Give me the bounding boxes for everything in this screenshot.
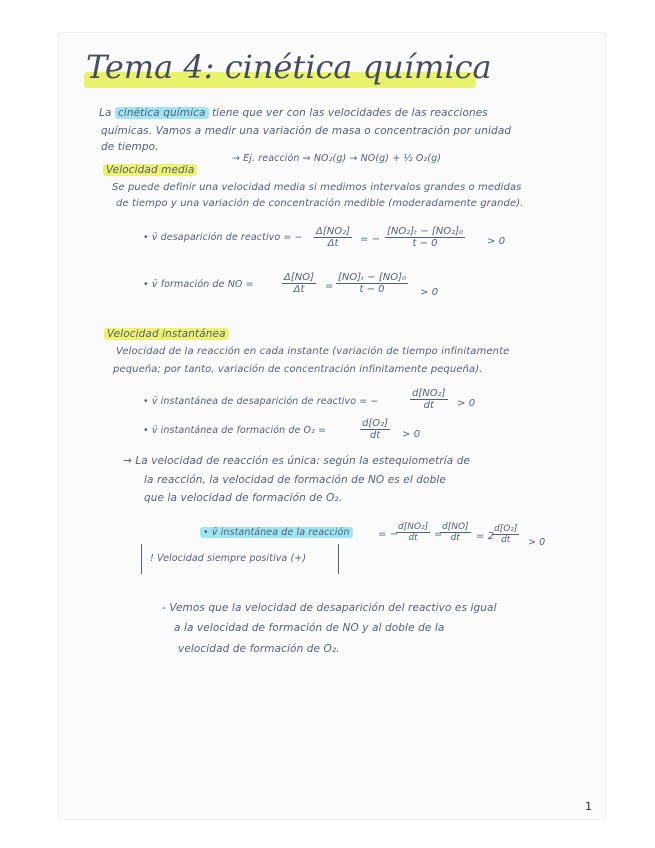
eq4-label: • v̄ instantánea de formación de O₂ = [143, 425, 327, 436]
media-text-2: de tiempo y una variación de concentración medible (moderadamente grande). [116, 198, 524, 209]
eq5-tail: > 0 [528, 537, 546, 548]
eq2-fraction [282, 272, 316, 295]
eq4-tail: > 0 [402, 429, 421, 440]
eq2-numerator: Δ[NO] [284, 272, 314, 283]
eq1-fraction [314, 226, 352, 249]
eq2-tail: > 0 [420, 287, 439, 298]
intro-text: La [99, 107, 112, 119]
eq1-denominator: Δt [327, 238, 339, 249]
eq5-numerator-3: d[O₂] [494, 524, 518, 534]
eq5-label [200, 527, 353, 538]
eq5-equals: = − [378, 529, 399, 540]
eq5-equals-2: = [434, 529, 443, 540]
eq5-fraction-1 [396, 522, 430, 543]
eq5-numerator-1: d[NO₂] [398, 522, 429, 532]
eq2-denominator-2: t − 0 [359, 284, 385, 295]
intro-line-2: químicas. Vamos a medir una variación de masa o concentración por unidad [101, 125, 512, 137]
eq3-tail: > 0 [457, 398, 476, 409]
intro-text-2: tiene que ver con las velocidades de las reacciones [211, 107, 488, 119]
heading-text: Velocidad instantánea [104, 328, 229, 340]
eq3-denominator: dt [423, 400, 434, 411]
example-reaction: → Ej. reacción ⇒ NO₂(g) → NO(g) + ½ O₂(g) [232, 153, 442, 164]
intro-line-3: de tiempo. [101, 141, 159, 153]
eq1-numerator: Δ[NO₂] [316, 226, 351, 237]
eq1-tail: > 0 [487, 236, 506, 247]
intro-highlight: cinética química [115, 107, 209, 119]
heading-velocidad-instantanea [104, 328, 229, 340]
eq1-fraction-2 [385, 226, 465, 249]
eq4-denominator: dt [369, 430, 381, 441]
eq3-numerator: d[NO₂] [412, 388, 446, 399]
conclusion-line-1: - Vemos que la velocidad de desaparición del reactivo es igual [162, 602, 497, 614]
eq2-fraction-2 [336, 272, 408, 295]
page-title: Tema 4: cinética química [86, 48, 492, 86]
unique-line-3: que la velocidad de formación de O₂. [144, 492, 343, 504]
inst-text-2: pequeña; por tanto, variación de concentración infinitamente pequeña). [113, 364, 483, 375]
eq2-equals: = [325, 281, 334, 292]
inst-text-1: Velocidad de la reacción en cada instante (variación de tiempo infinitamente [116, 346, 510, 357]
eq3-label: • v̄ instantánea de desaparición de reactivo = − [143, 396, 379, 407]
unique-line-2: la reacción, la velocidad de formación de NO es el doble [144, 474, 446, 486]
eq5-fraction-3 [492, 524, 519, 545]
heading-velocidad-media [103, 164, 197, 176]
eq5-denominator-2: dt [450, 533, 460, 543]
eq1-denominator-2: t − 0 [412, 238, 438, 249]
conclusion-line-2: a la velocidad de formación de NO y al doble de la [174, 622, 445, 634]
eq1-equals: = − [360, 234, 381, 245]
eq2-numerator-2: [NO]ₜ − [NO]₀ [338, 272, 407, 283]
eq5-fraction-2 [440, 522, 471, 543]
eq5-label-highlight: • v̄ instantánea de la reacción [200, 527, 353, 538]
eq1-label: • v̄ desaparición de reactivo = − [143, 232, 303, 243]
eq1-numerator-2: [NO₂]ₜ − [NO₂]₀ [387, 226, 464, 237]
eq5-equals-3: = 2 [476, 531, 495, 542]
media-text-1: Se puede definir una velocidad media si medimos intervalos grandes o medidas [112, 182, 522, 193]
intro-line-1 [99, 107, 488, 119]
conclusion-line-3: velocidad de formación de O₂. [178, 643, 340, 655]
eq5-denominator-1: dt [408, 533, 418, 543]
eq2-label: • v̄ formación de NO = [143, 279, 254, 290]
page-title-wrap [86, 48, 492, 86]
heading-text: Velocidad media [103, 164, 197, 176]
eq2-denominator: Δt [293, 284, 305, 295]
page-number: 1 [585, 800, 592, 813]
eq5-denominator-3: dt [501, 535, 511, 545]
unique-line-1: → La velocidad de reacción es única: según la estequiometría de [123, 455, 471, 467]
positive-note: ! Velocidad siempre positiva (+) [150, 553, 307, 564]
eq4-numerator: d[O₂] [362, 418, 389, 429]
eq4-fraction [360, 418, 390, 441]
eq5-numerator-2: d[NO] [442, 522, 469, 532]
eq3-fraction [410, 388, 448, 411]
